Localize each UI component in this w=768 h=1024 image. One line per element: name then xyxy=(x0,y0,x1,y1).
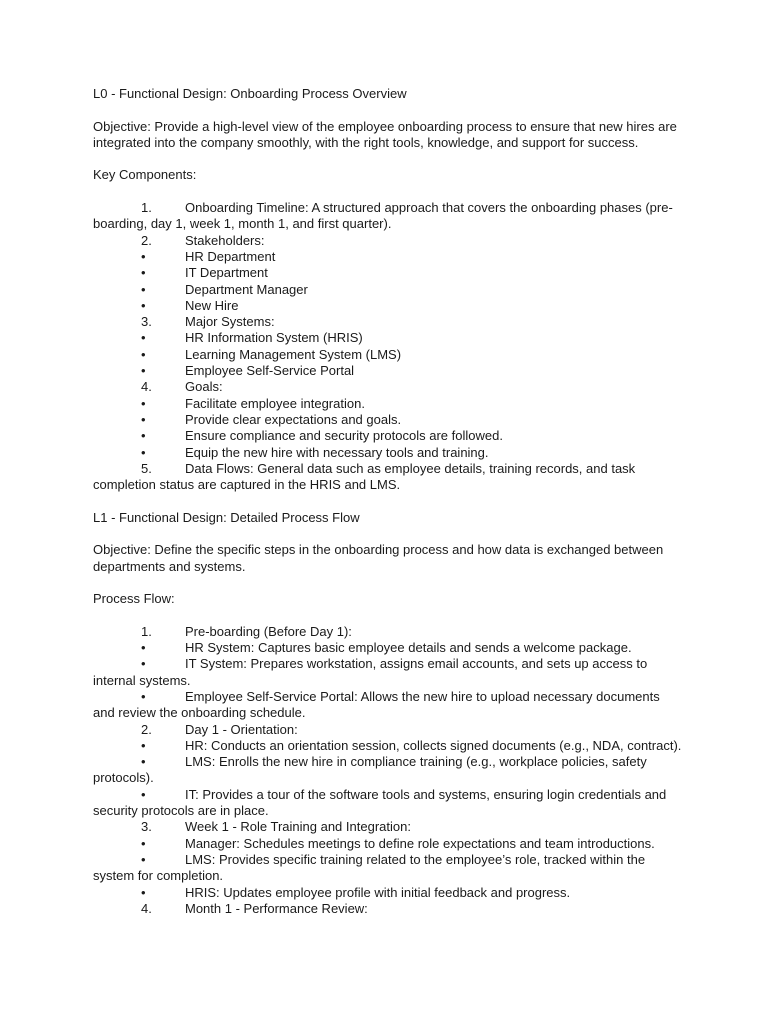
item-text: IT: Provides a tour of the software tools and systems, ensuring login credentials and security protocols are in place. xyxy=(93,786,667,819)
spacer xyxy=(93,102,683,118)
bullet-marker: • xyxy=(141,688,146,704)
bullet-item xyxy=(93,330,683,346)
bullet-item xyxy=(93,836,683,852)
bullet-item xyxy=(93,852,683,885)
numbered-item xyxy=(93,200,683,233)
item-text: Month 1 - Performance Review: xyxy=(185,900,368,916)
l1-objective: Objective: Define the specific steps in the onboarding process and how data is exchanged between departments and systems. xyxy=(93,542,664,574)
bullet-item xyxy=(93,885,683,901)
item-number: 3. xyxy=(141,314,152,330)
bullet-item xyxy=(93,738,683,754)
item-text: Employee Self-Service Portal: Allows the new hire to upload necessary documents and review the onboarding schedule. xyxy=(93,688,660,721)
item-text: Day 1 - Orientation: xyxy=(185,721,298,737)
item-text: Facilitate employee integration. xyxy=(185,395,365,411)
bullet-marker: • xyxy=(141,884,146,900)
bullet-marker: • xyxy=(141,835,146,851)
item-text: Provide clear expectations and goals. xyxy=(185,411,402,427)
item-number: 2. xyxy=(141,721,152,737)
numbered-item xyxy=(93,379,683,395)
item-text: IT System: Prepares workstation, assigns email accounts, and sets up access to internal systems. xyxy=(93,656,648,688)
item-text: New Hire xyxy=(185,297,239,313)
bullet-item xyxy=(93,396,683,412)
item-text: Learning Management System (LMS) xyxy=(185,346,402,362)
item-text: Major Systems: xyxy=(185,314,275,330)
item-number: 2. xyxy=(141,232,152,248)
spacer xyxy=(93,575,683,591)
l0-title: L0 - Functional Design: Onboarding Process Overview xyxy=(93,86,407,101)
l1-title: L1 - Functional Design: Detailed Process Flow xyxy=(93,509,360,525)
bullet-item xyxy=(93,363,683,379)
bullet-item xyxy=(93,656,683,689)
bullet-item xyxy=(93,445,683,461)
item-number: 4. xyxy=(141,900,152,916)
item-text: Equip the new hire with necessary tools and training. xyxy=(185,444,489,460)
bullet-marker: • xyxy=(141,737,146,753)
bullet-marker: • xyxy=(141,851,146,867)
spacer xyxy=(93,493,683,509)
item-text: Department Manager xyxy=(185,281,308,297)
bullet-item xyxy=(93,787,683,820)
numbered-item xyxy=(93,233,683,249)
item-text: Ensure compliance and security protocols are followed. xyxy=(185,428,503,444)
process-flow-heading: Process Flow: xyxy=(93,591,175,607)
bullet-item xyxy=(93,640,683,656)
key-components-heading: Key Components: xyxy=(93,167,197,183)
bullet-marker: • xyxy=(141,363,146,379)
item-number: 5. xyxy=(141,460,152,476)
bullet-marker: • xyxy=(141,346,146,362)
document-body xyxy=(93,86,683,917)
item-text: Onboarding Timeline: A structured approach that covers the onboarding phases (pre-boarding, day 1, week 1, month 1, and first quarter). xyxy=(93,200,673,232)
bullet-marker: • xyxy=(141,411,146,427)
key-components-list xyxy=(93,200,683,493)
bullet-item xyxy=(93,298,683,314)
bullet-marker: • xyxy=(141,248,146,264)
bullet-marker: • xyxy=(141,786,146,802)
bullet-marker: • xyxy=(141,640,146,656)
item-text: LMS: Enrolls the new hire in compliance training (e.g., workplace policies, safety protocols). xyxy=(93,754,647,786)
bullet-item xyxy=(93,347,683,363)
bullet-marker: • xyxy=(141,297,146,313)
item-text: Stakeholders: xyxy=(185,232,265,248)
bullet-item xyxy=(93,265,683,281)
item-number: 3. xyxy=(141,819,152,835)
bullet-marker: • xyxy=(141,395,146,411)
numbered-item xyxy=(93,624,683,640)
numbered-item xyxy=(93,901,683,917)
item-number: 1. xyxy=(141,200,152,216)
spacer xyxy=(93,151,683,167)
bullet-item xyxy=(93,689,683,722)
bullet-item xyxy=(93,428,683,444)
item-text: LMS: Provides specific training related to the employee’s role, tracked within the system for completion. xyxy=(93,851,646,884)
numbered-item xyxy=(93,314,683,330)
bullet-marker: • xyxy=(141,281,146,297)
item-text: HR: Conducts an orientation session, collects signed documents (e.g., NDA, contract). xyxy=(185,737,682,753)
bullet-item xyxy=(93,249,683,265)
item-text: HR System: Captures basic employee details and sends a welcome package. xyxy=(185,640,632,656)
bullet-marker: • xyxy=(141,444,146,460)
spacer xyxy=(93,526,683,542)
process-flow-list xyxy=(93,624,683,917)
numbered-item xyxy=(93,722,683,738)
item-number: 4. xyxy=(141,379,152,395)
bullet-item xyxy=(93,282,683,298)
numbered-item xyxy=(93,461,683,494)
bullet-marker: • xyxy=(141,428,146,444)
numbered-item xyxy=(93,819,683,835)
bullet-item xyxy=(93,412,683,428)
bullet-marker: • xyxy=(141,656,146,672)
item-text: HRIS: Updates employee profile with initial feedback and progress. xyxy=(185,884,571,900)
bullet-marker: • xyxy=(141,330,146,346)
item-text: Goals: xyxy=(185,379,223,395)
bullet-item xyxy=(93,754,683,787)
l0-objective: Objective: Provide a high-level view of the employee onboarding process to ensure that new hires are integrated into the company smoothly, with the right tools, knowledge, and support for success. xyxy=(93,118,677,150)
item-text: Data Flows: General data such as employee details, training records, and task completion status are captured in the HRIS and LMS. xyxy=(93,460,636,493)
bullet-marker: • xyxy=(141,265,146,281)
item-text: Employee Self-Service Portal xyxy=(185,363,355,379)
spacer xyxy=(93,608,683,624)
item-text: IT Department xyxy=(185,265,268,281)
item-number: 1. xyxy=(141,623,152,639)
bullet-marker: • xyxy=(141,754,146,770)
item-text: Week 1 - Role Training and Integration: xyxy=(185,819,411,835)
item-text: HR Information System (HRIS) xyxy=(185,330,363,346)
item-text: HR Department xyxy=(185,248,276,264)
spacer xyxy=(93,184,683,200)
item-text: Pre-boarding (Before Day 1): xyxy=(185,623,352,639)
item-text: Manager: Schedules meetings to define role expectations and team introductions. xyxy=(185,835,655,851)
